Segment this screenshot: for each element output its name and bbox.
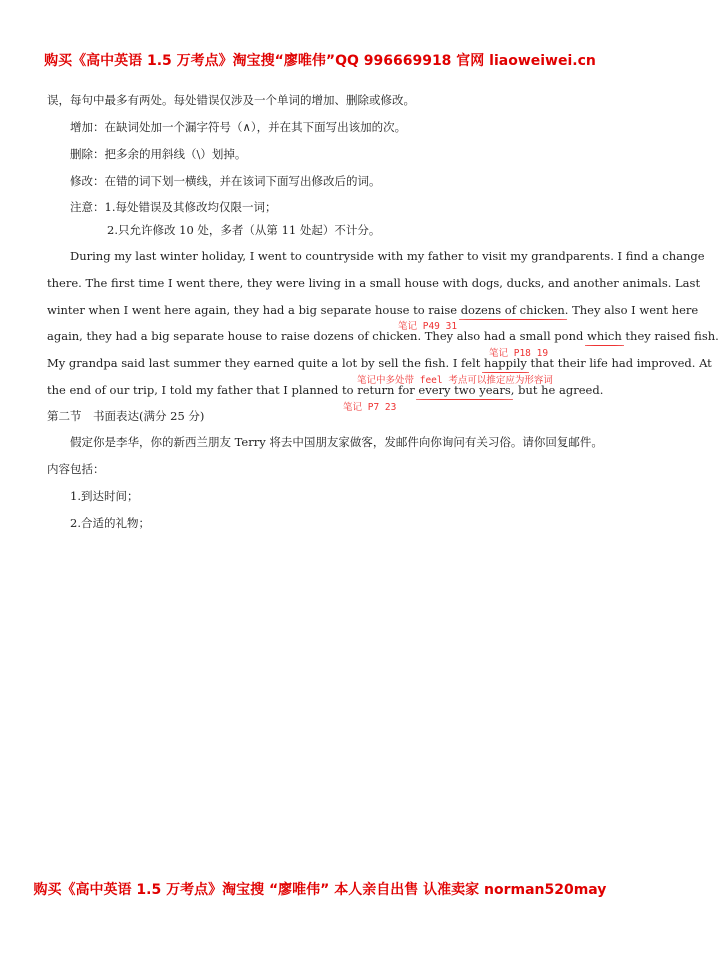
section2-prompt: 假定你是李华，你的新西兰朋友 Terry 将去中国朋友家做客，发邮件向你询问有关习俗。请你回复邮件。: [70, 435, 603, 449]
instruction-add: 增加：在缺词处加一个漏字符号（∧），并在其下面写出该加的次。: [70, 120, 407, 134]
top-banner: 购买《高中英语 1.5 万考点》淘宝搜“廖唯伟”QQ 996669918 官网 liaoweiwei.cn: [44, 53, 596, 69]
passage-line-4-tail: they raised fish.: [621, 329, 719, 343]
bottom-banner: 购买《高中英语 1.5 万考点》淘宝搜 “廖唯伟” 本人亲自出售 认准卖家 norman520may: [33, 882, 607, 898]
instruction-modify: 修改：在错的词下划一横线，并在该词下面写出修改后的词。: [70, 174, 381, 188]
passage-line-4: [47, 329, 719, 343]
instruction-note-2: 2.只允许修改 10 处，多者（从第 11 处起）不计分。: [107, 223, 381, 237]
passage-line-5-text: My grandpa said last summer they earned quite a lot by sell the fish. I felt: [47, 356, 485, 370]
annotation-note-c: 笔记中多处带 feel 考点可以推定应为形容词: [357, 375, 553, 386]
passage-line-5-tail: that their life had improved. At: [526, 356, 712, 370]
passage-line-4-text: again, they had a big separate house to raise dozens of chicken. They also had a small pond: [47, 329, 587, 343]
passage-line-1: During my last winter holiday, I went to countryside with my father to visit my grandparents. I find a change: [70, 249, 705, 263]
section2-content-label: 内容包括：: [47, 462, 105, 476]
passage-line-3-text: winter when I went here again, they had a big separate house to raise: [47, 303, 461, 317]
marked-error-happily: happily: [484, 356, 527, 370]
marked-error-which: which: [587, 329, 622, 343]
passage-line-2: there. The first time I went there, they were living in a small house with dogs, ducks, and another animals. Last: [47, 276, 701, 290]
passage-line-6-tail: , but he agreed.: [510, 383, 604, 397]
section2-heading: 第二节 书面表达(满分 25 分): [47, 409, 205, 423]
passage-line-5: [47, 356, 712, 370]
section2-item-1: 1.到达时间；: [70, 489, 139, 503]
passage-line-6: [47, 383, 603, 397]
marked-error-dozens-of-chicken: dozens of chicken: [460, 303, 565, 317]
instructions-intro: 误，每句中最多有两处。每处错误仅涉及一个单词的增加、删除或修改。: [47, 93, 415, 107]
passage-line-3: [47, 303, 699, 317]
instruction-delete: 删除：把多余的用斜线（\）划掉。: [70, 147, 247, 161]
section2-item-2: 2.合适的礼物；: [70, 516, 150, 530]
annotation-note-a: 笔记 P49 31: [398, 321, 458, 332]
passage-line-6-text: the end of our trip, I told my father that I planned to return for: [47, 383, 419, 397]
passage-line-3-tail: . They also I went here: [564, 303, 699, 317]
annotation-note-b: 笔记 P18 19: [489, 348, 549, 359]
annotation-note-d: 笔记 P7 23: [343, 402, 397, 413]
marked-error-every-two-years: every two years: [418, 383, 511, 397]
instruction-note-1: 注意：1.每处错误及其修改均仅限一词；: [70, 200, 277, 214]
